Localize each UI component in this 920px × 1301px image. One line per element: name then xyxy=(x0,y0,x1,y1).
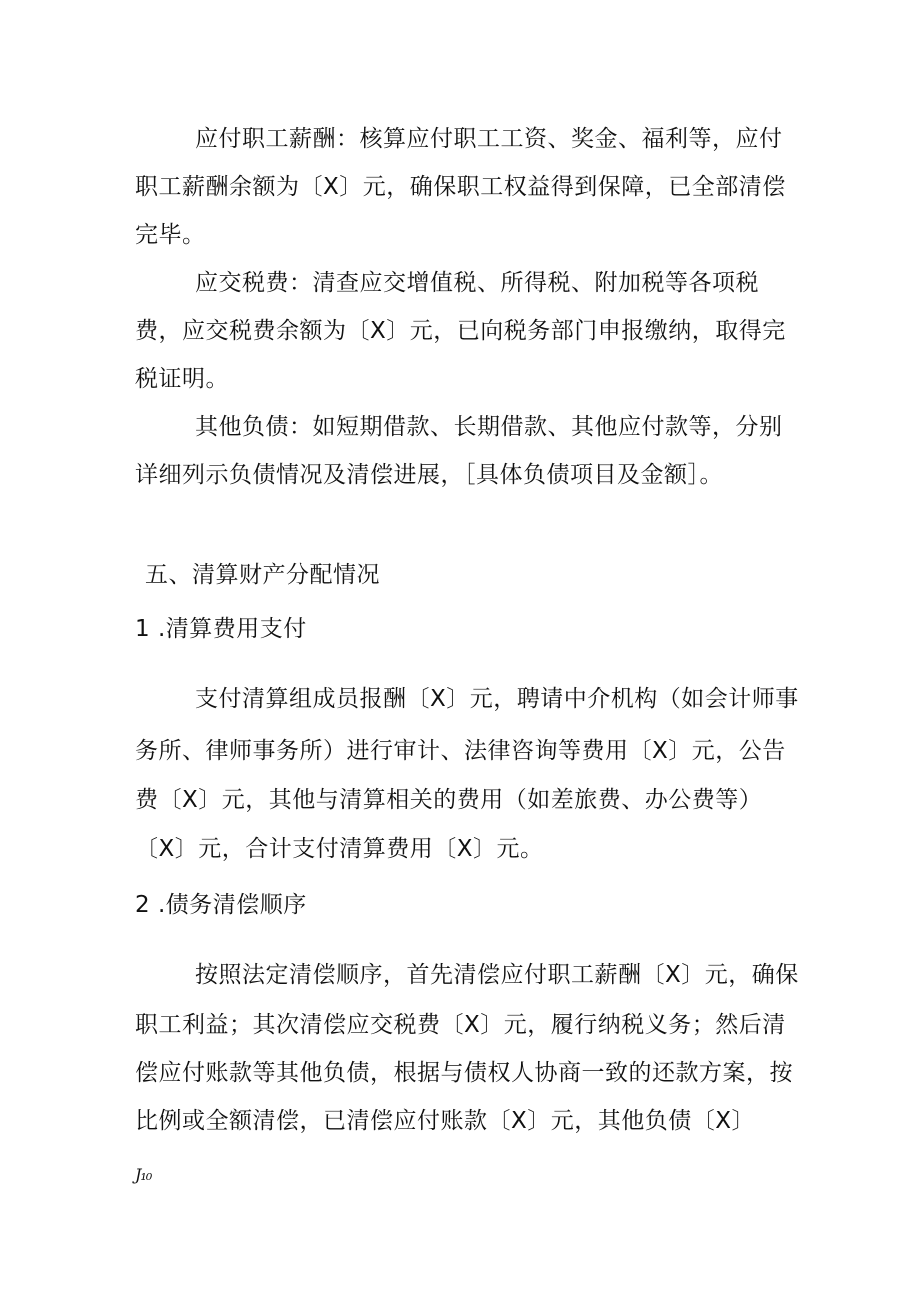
taxes-line-1: 应交税费：清查应交增值税、所得税、附加税等各项税 xyxy=(195,270,759,296)
payroll-line-3: 完毕。 xyxy=(135,222,206,248)
payroll-line-2: 职工薪酬余额为〔X〕元，确保职工权益得到保障，已全部清偿 xyxy=(135,174,786,200)
liquidation-fees-line-2: 务所、律师事务所）进行审计、法律咨询等费用〔X〕元，公告 xyxy=(135,738,786,764)
payroll-line-1: 应付职工薪酬：核算应付职工工资、奖金、福利等，应付 xyxy=(195,126,783,152)
taxes-line-2: 费，应交税费余额为〔X〕元，已向税务部门申报缴纳，取得完 xyxy=(135,318,786,344)
subsection-1-heading: 1 .清算费用支付 xyxy=(135,616,307,642)
other-liabilities-line-1: 其他负债：如短期借款、长期借款、其他应付款等，分别 xyxy=(195,414,783,440)
subsection-2-heading: 2 .债务清偿顺序 xyxy=(135,892,307,918)
liquidation-fees-line-1: 支付清算组成员报酬〔X〕元，聘请中介机构（如会计师事 xyxy=(195,686,799,712)
debt-repayment-line-4: 比例或全额清偿，已清偿应付账款〔X〕元，其他负债〔X〕 xyxy=(135,1108,756,1134)
liquidation-fees-line-3: 费〔X〕元，其他与清算相关的费用（如差旅费、办公费等） xyxy=(135,787,763,813)
liquidation-fees-line-4: 〔X〕元，合计支付清算费用〔X〕元。 xyxy=(135,836,544,862)
section-5-heading: 五、清算财产分配情况 xyxy=(145,562,380,588)
debt-repayment-line-1: 按照法定清偿顺序，首先清偿应付职工薪酬〔X〕元，确保 xyxy=(195,962,799,988)
debt-repayment-line-2: 职工利益；其次清偿应交税费〔X〕元，履行纳税义务；然后清 xyxy=(135,1012,786,1038)
other-liabilities-line-2: 详细列示负债情况及清偿进展，［具体负债项目及金额］。 xyxy=(135,462,723,488)
page-footer-mark: J₁₀ xyxy=(135,1165,152,1184)
taxes-line-3: 税证明。 xyxy=(135,366,229,392)
debt-repayment-line-3: 偿应付账款等其他负债，根据与债权人协商一致的还款方案，按 xyxy=(135,1060,793,1086)
